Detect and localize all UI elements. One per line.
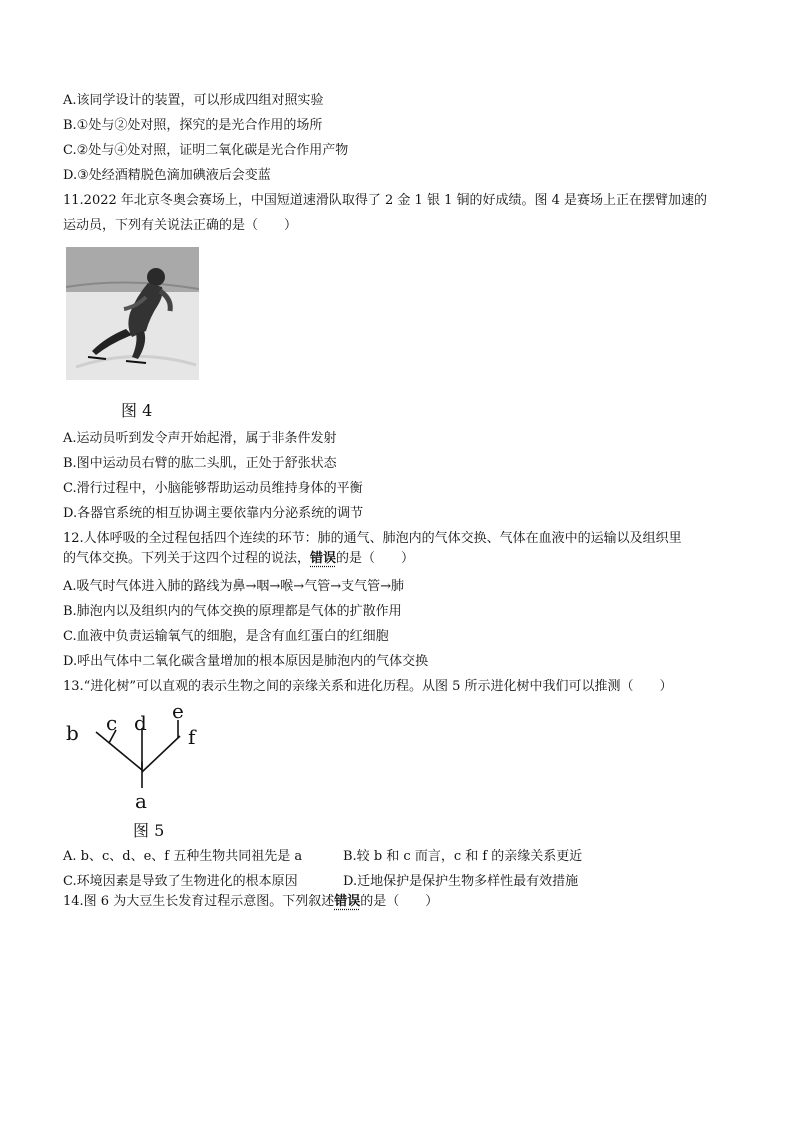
q14-stem-text: 14.图 6 为大豆生长发育过程示意图。下列叙述 [63, 894, 335, 909]
q11-option-c: C.滑行过程中，小脑能够帮助运动员维持身体的平衡 [63, 481, 363, 496]
q13-option-a: A. b、c、d、e、f 五种生物共同祖先是 a [63, 849, 303, 864]
q11-stem-line1: 11.2022 年北京冬奥会赛场上，中国短道速滑队取得了 2 金 1 银 1 铜的好成绩。图 4 是赛场上正在摆臂加速的 [63, 193, 708, 208]
tree-label-a: a [135, 789, 147, 813]
q12-stem-tail: 的是（ ） [336, 551, 415, 566]
speed-skater-illustration [66, 247, 199, 380]
q14-emphasis-text: 错误 [334, 894, 361, 909]
q11-option-a: A.运动员听到发令声开始起滑，属于非条件发射 [63, 431, 337, 446]
q12-option-a: A.吸气时气体进入肺的路线为鼻→咽→喉→气管→支气管→肺 [63, 579, 404, 594]
q10-option-b: B.①处与②处对照，探究的是光合作用的场所 [63, 118, 323, 133]
q13-option-d: D.迁地保护是保护生物多样性最有效措施 [343, 874, 579, 889]
q14-stem [63, 893, 438, 911]
evolution-tree-diagram [60, 700, 220, 820]
q13-option-b: B.较 b 和 c 而言，c 和 f 的亲缘关系更近 [343, 849, 583, 864]
figure-4-caption: 图 4 [121, 401, 153, 420]
q14-stem-tail: 的是（ ） [360, 894, 439, 909]
q11-option-d: D.各器官系统的相互协调主要依靠内分泌系统的调节 [63, 506, 364, 521]
tree-label-b: b [66, 721, 79, 745]
tree-branch-b [96, 732, 142, 770]
q10-option-c: C.②处与④处对照，证明二氧化碳是光合作用产物 [63, 143, 349, 158]
q12-stem-text: 的气体交换。下列关于这四个过程的说法， [63, 551, 311, 566]
tree-branch-ef [142, 736, 180, 772]
q13-stem: 13.“进化树”可以直观的表示生物之间的亲缘关系和进化历程。从图 5 所示进化树中我们可以推测（ ） [63, 679, 673, 694]
q10-option-a: A.该同学设计的装置，可以形成四组对照实验 [63, 93, 324, 108]
tree-label-d: d [134, 711, 147, 735]
q12-option-d: D.呼出气体中二氧化碳含量增加的根本原因是肺泡内的气体交换 [63, 654, 429, 669]
q12-stem-line1: 12.人体呼吸的全过程包括四个连续的环节：肺的通气、肺泡内的气体交换、气体在血液中的运输以及组织里 [63, 531, 682, 546]
q12-option-b: B.肺泡内以及组织内的气体交换的原理都是气体的扩散作用 [63, 604, 402, 619]
q12-stem-line2 [63, 550, 414, 568]
q12-emphasis-text: 错误 [310, 551, 337, 566]
q11-stem-line2: 运动员，下列有关说法正确的是（ ） [63, 218, 298, 233]
speed-skater-photo [66, 247, 199, 380]
q12-emphasis-word [310, 550, 336, 568]
q10-option-d: D.③处经酒精脱色滴加碘液后会变蓝 [63, 168, 271, 183]
figure-5-caption: 图 5 [133, 821, 165, 840]
tree-label-e: e [172, 700, 184, 723]
q12-option-c: C.血液中负责运输氧气的细胞，是含有血红蛋白的红细胞 [63, 629, 389, 644]
tree-label-f: f [188, 725, 196, 749]
q14-emphasis-word [334, 894, 360, 909]
tree-label-c: c [106, 711, 118, 735]
q13-option-c: C.环境因素是导致了生物进化的根本原因 [63, 874, 298, 889]
q11-option-b: B.图中运动员右臂的肱二头肌，正处于舒张状态 [63, 456, 337, 471]
